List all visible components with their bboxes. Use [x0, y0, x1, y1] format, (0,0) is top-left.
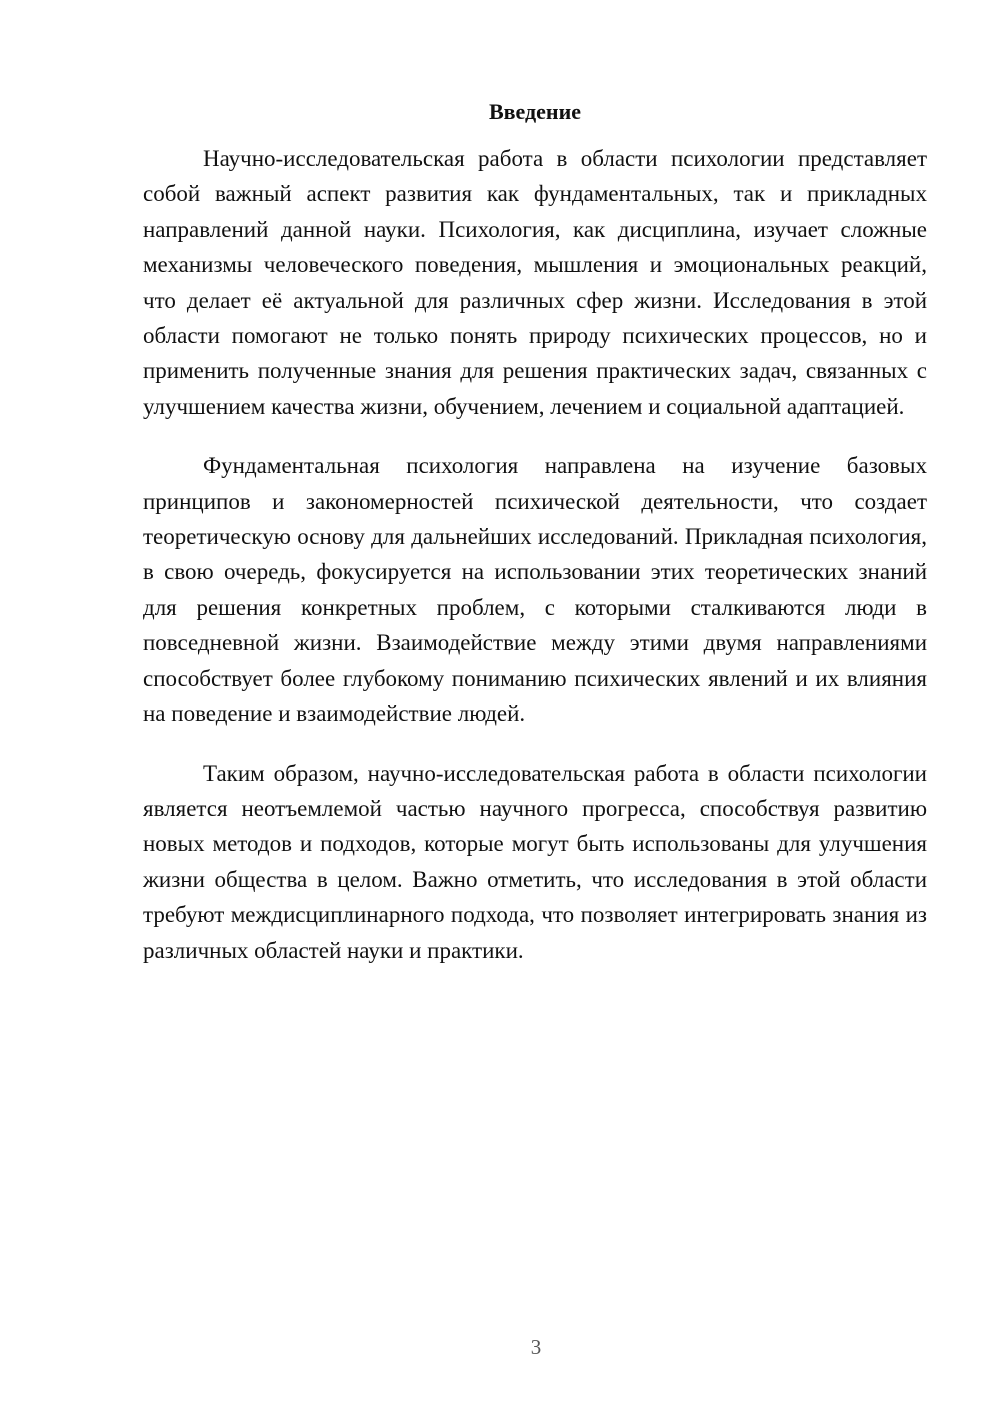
paragraph-1: Научно-исследовательская работа в области психологии представляет собой важный аспект развития как фундаментальных, так и прикладных направлений данной науки. Психология, как дисциплина, изучает сложные механизмы человеческого поведения, мышления и эмоциональных реакций, что делает её актуальной для различных сфер жизни. Исследования в этой области помогают не только понять природу психических процессов, но и применить полученные знания для решения практических задач, связанных с улучшением качества жизни, обучением, лечением и социальной адаптацией.: [143, 146, 927, 419]
section-title: Введение: [488, 99, 582, 124]
paragraph-3: Таким образом, научно-исследовательская работа в области психологии является неотъемлемой частью научного прогресса, способствуя развитию новых методов и подходов, которые могут быть использованы для улучшения жизни общества в целом. Важно отметить, что исследования в этой области требуют междисциплинарного подхода, что позволяет интегрировать знания из различных областей науки и практики.: [143, 760, 927, 963]
paragraph-2: Фундаментальная психология направлена на изучение базовых принципов и закономерностей психической деятельности, что создает теоретическую основу для дальнейших исследований. Прикладная психология, в свою очередь, фокусируется на использовании этих теоретических знаний для решения конкретных проблем, с которыми сталкиваются люди в повседневной жизни. Взаимодействие между этими двумя направлениями способствует более глубокому пониманию психических явлений и их влияния на поведение и взаимодействие людей.: [143, 453, 927, 727]
page-number: 3: [530, 1335, 542, 1359]
page-content: [143, 97, 927, 968]
